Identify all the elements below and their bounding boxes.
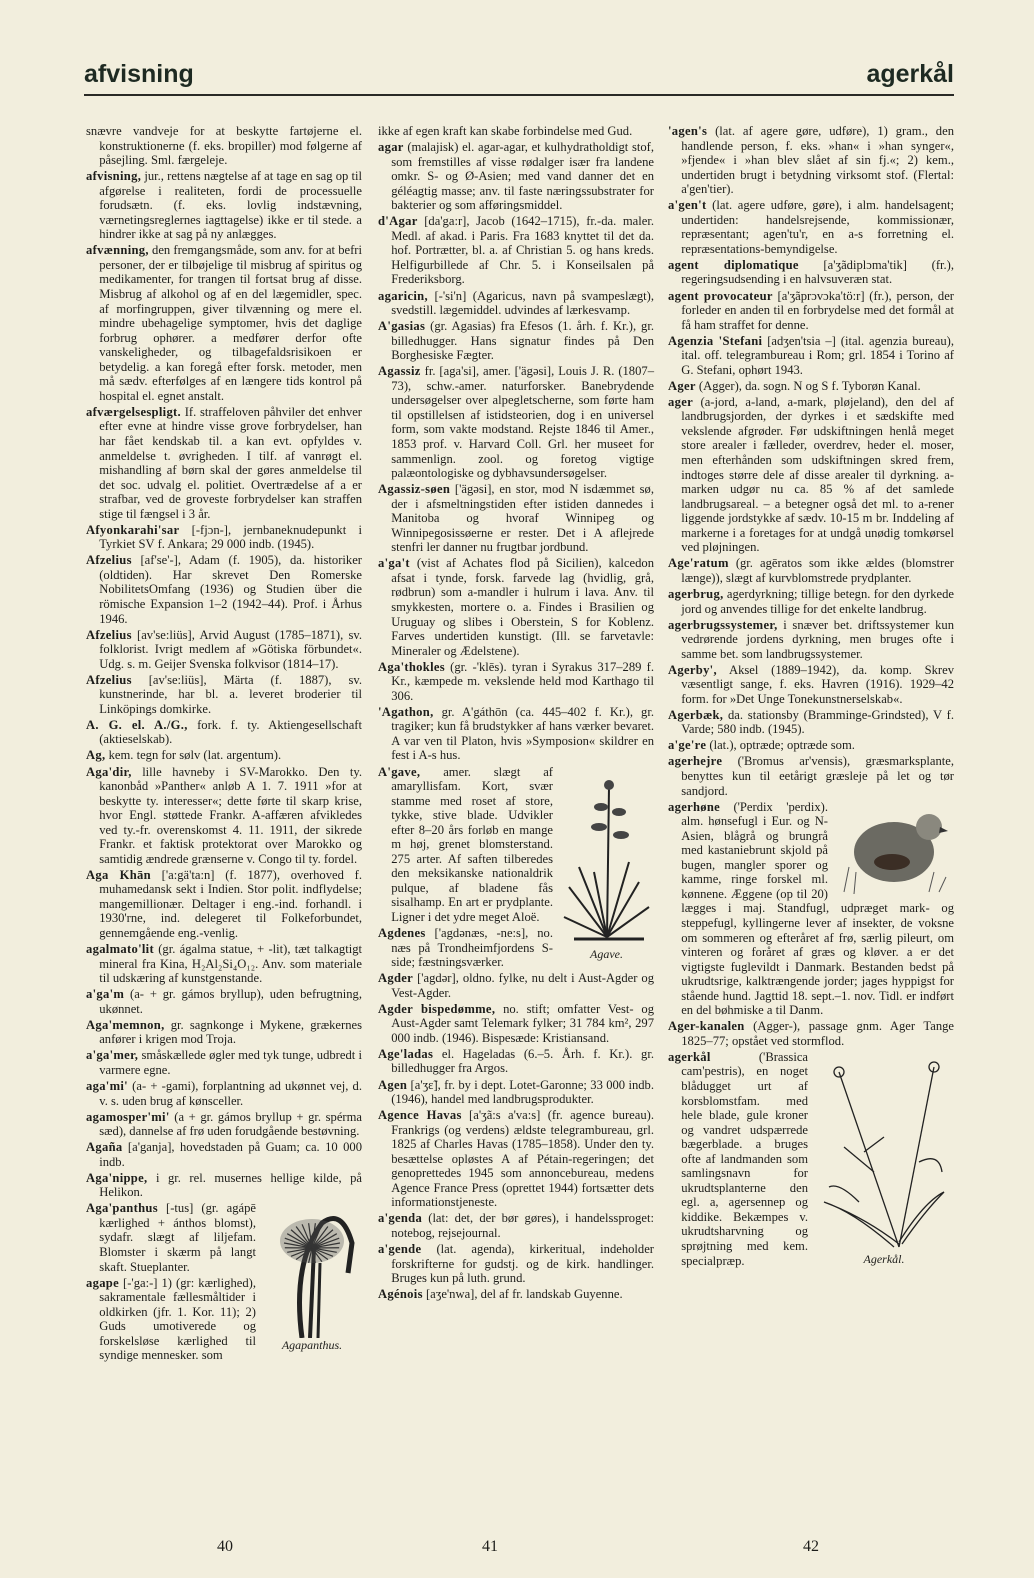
headword: Afzelius <box>86 553 132 568</box>
dictionary-entry <box>378 1287 654 1302</box>
headword: afvisning, <box>86 169 142 184</box>
definition: ['a:gä'ta:n] (f. 1877), overhoved f. muhamedansk sekt i Indien. Stor polit. indflydelse; mangemillionær. Deltager i eng.-ind. forhandl. i 1930'rne, ind. delegeret til Folkeforbundet, gennemgående eng.-venlig. <box>99 867 362 941</box>
dictionary-entry <box>378 1002 654 1046</box>
charlock-illustration <box>814 1052 954 1267</box>
definition: ['agdənæs, -ne:s], no. næs på Trondheimfjordens S-side; fæstningsværker. <box>391 926 553 970</box>
dictionary-entry <box>86 673 362 717</box>
figure-caption: Agerkål. <box>863 1251 905 1266</box>
definition: fr. [aga'si], amer. ['ägəsi], Louis J. R. (1807–73), schw.-amer. naturforsker. Banebrydende undersøgelser over alpegletscherne, som førte ham til opstillelsen af istidsteorien, dog i en universel form, som vakte modstand. Rejste 1846 til Amer., 1853 prof. v. Harvard Coll. Grl. her museet for sammenlign. zool. og foretog vigtige palæontologiske og dybhavsundersøgelser. <box>391 364 654 481</box>
headword: Agder <box>378 971 414 986</box>
definition: [a'ʒãdiplɔma'tik] (fr.), regeringsudsending i en halvsuveræn stat. <box>681 257 954 287</box>
headword: aga'mi' <box>86 1079 128 1093</box>
dictionary-entry <box>86 1048 362 1077</box>
dictionary-entry <box>378 482 654 555</box>
headword: Agaña <box>86 1140 123 1155</box>
dictionary-entry <box>86 124 362 168</box>
headword: Afzelius <box>86 672 132 687</box>
definition: (lat. agenda), kirkeritual, indeholder forskrifterne for gudstj. og de kirk. handlinger. Bruges kun på luth. grund. <box>391 1242 654 1286</box>
headword: Agen <box>378 1077 408 1092</box>
headword: Age'ratum <box>668 556 729 571</box>
headword: Agder bispedømme, <box>378 1001 496 1016</box>
definition: [a'ʒãprɔvɔka'tö:r] (fr.), person, der forleder en anden til en forbrydelse med det formål at få ham straffet for denne. <box>681 288 955 332</box>
headword: Aga'nippe, <box>86 1170 148 1185</box>
page-number: 42 <box>803 1538 819 1555</box>
dictionary-entry <box>668 1050 954 1268</box>
definition: [-tus] (gr. agápē kærlighed + ánthos blomst), sydafr. slægt af liljefam. Blomster i skærm på langt skaft. Stueplanter. <box>99 1201 256 1274</box>
dictionary-entry <box>668 556 954 585</box>
definition: (gr. -'klēs). tyran i Syrakus 317–289 f. Kr., kæmpede m. vekslende held mod Karthago til 306. <box>391 659 654 703</box>
definition: lille havneby i SV-Marokko. Den ty. kanonbåd »Panther« anløb A 1. 7. 1911 »for at beskytte ty. interesser«; dette førte til skarp krise, hvor Engl. støttede Frankr. A-affæren afvikledes ved ty.-fr. overenskomst 4. 11. 1911, der sikrede Frankr. et faktisk protektorat over Marokko og samtidig ændrede grænserne v. Congo til ty. fordel. <box>99 764 362 866</box>
headword: a'ga'mer, <box>86 1048 139 1063</box>
headword: ager <box>668 394 693 409</box>
definition: (lat. agere udføre, gøre), i alm. handelsagent; undertiden: handelsrejsende, kommissionær, repræsentant; agen'tu'r, en a-s forretning el. repræsentations-bemyndigelse. <box>681 198 954 256</box>
headword: Ager-kanalen <box>668 1019 745 1034</box>
headword: d'Agar <box>378 214 418 229</box>
headword: agerbrugssystemer, <box>668 617 778 632</box>
figure-caption: Agapanthus. <box>281 1338 343 1353</box>
definition: ['ägəsi], en stor, mod N isdæmmet sø, der i afsmeltningstiden efter istiden dannedes i Manitoba og hvoraf Winnipeg og Winnipegosissøerne er rester. Det i A aflejrede stenfri ler danner nu frugtbar jordbund. <box>391 482 654 555</box>
headword: agaricin, <box>378 288 428 303</box>
headword: a'ge're <box>668 738 707 753</box>
definition: ('Bromus ar'vensis), græsmarksplante, benyttes kun til eetårigt græsleje på let og tør sandjord. <box>681 754 954 798</box>
dictionary-entry <box>86 1110 362 1139</box>
headword: afværgelsespligt. <box>86 404 181 419</box>
dictionary-entry <box>86 987 362 1016</box>
definition: den fremgangsmåde, som anv. for at befri personer, der er tilbøjelige til misbrug af spiritus og medikamenter, for trangen til fortsat brug af disse. Misbrug af alkohol og af en del lægemidler, spec. af morfingruppen, giver tilvænning og mere el. mindre ubehagelige symptomer, hvis det daglige forbrug ophører. a medfører derfor ofte vanskeligheder, og tilbagefaldsrisikoen er betydelig. a kan foregå efter forsk. metoder, men må sædv. efterfølges af en længere tids kontrol på hospital el. egnet anstalt. <box>99 243 362 403</box>
headword: Agence Havas <box>378 1108 462 1123</box>
headword: agerbrug, <box>668 586 724 601</box>
dictionary-entry <box>86 553 362 626</box>
definition: jur., rettens nægtelse af at tage en sag op til afgørelse i realiteten, fordi de processuelle forudsætn. (f. eks. lovlig indstævning, værnetingsreglernes iagttagelse) ikke er til stede. a hindrer ikke at sag på ny anlægges. <box>99 169 362 242</box>
definition: (malajisk) el. agar-agar, et kulhydratholdigt stof, som fremstilles af visse rødalger især fra landene omkr. S- og Ø-Asien; med vand danner det en géléagtig masse; anv. til faste næringssubstrater for bakterier og som afføringsmiddel. <box>391 140 654 213</box>
header-rule <box>84 94 954 96</box>
column-page-41 <box>378 124 654 1303</box>
dictionary-entry <box>378 1242 654 1286</box>
headword: 'Agathon, <box>378 704 434 719</box>
dictionary-entry <box>668 800 954 1018</box>
dictionary-entry <box>668 663 954 707</box>
dictionary-entry <box>378 660 654 704</box>
definition: (gr. ágalma statue, + -lit), tæt talkagtigt mineral fra Kina, H₂Al₂Si₄O₁₂. Anv. som materiale til udskæring af kunstgenstande. <box>99 942 362 986</box>
headword: Afyonkarahi'sar <box>86 522 180 537</box>
headword: a'genda <box>378 1211 423 1226</box>
dictionary-entry <box>668 198 954 256</box>
headword: a'ga't <box>378 556 410 571</box>
headword: Agénois <box>378 1287 423 1302</box>
definition: i snæver bet. driftssystemer kun vedrørende jordens dyrkning, men bruges ofte i samme bet. som landbrugssystemer. <box>681 617 954 661</box>
definition: ikke af egen kraft kan skabe forbindelse med Gud. <box>378 124 633 138</box>
dictionary-entry <box>378 1078 654 1107</box>
definition: (a- + gr. gámos bryllup), uden befrugtning, ukønnet. <box>99 987 362 1016</box>
headword: A'gasias <box>378 319 426 334</box>
dictionary-entry <box>378 556 654 658</box>
definition: (lat.), optræde; optræde som. <box>706 738 855 753</box>
definition: (a- + -gami), forplantning ad ukønnet vej, d. v. s. uden brug af kønsceller. <box>99 1079 362 1108</box>
headword: Aga'thokles <box>378 659 445 674</box>
definition: [-'ga:-] 1) (gr: kærlighed), sakramentale fællesmåltider i oldkirken (jfr. 1. Kor. 11); 2) Guds umotiverede og forskelsløse kærlighed til syndige mennesker. som <box>99 1275 256 1363</box>
definition: el. Hageladas (6.–5. Årh. f. Kr.). gr. billedhugger fra Argos. <box>391 1046 654 1076</box>
definition: ['agdər], oldno. fylke, nu delt i Aust-Agder og Vest-Agder. <box>391 971 654 1000</box>
agapanthus-illustration <box>262 1203 362 1353</box>
dictionary-entry <box>86 1171 362 1200</box>
headword: agerhejre <box>668 754 723 769</box>
definition: [adʒen'tsia –] (ital. agenzia bureau), ital. off. telegrambureau i Rom; grl. 1854 i Torino af G. Stefani, ophørt 1943. <box>681 333 954 377</box>
headword: agalmato'lit <box>86 942 154 957</box>
dictionary-entry <box>378 1108 654 1210</box>
definition: [aʒe'nwa], del af fr. landskab Guyenne. <box>422 1287 623 1302</box>
definition: [a'ʒã:s a'va:s] (fr. agence bureau). Frankrigs (og verdens) ældste telegrambureau, grl. 1825 af Charles Havas (1785–1858). Under den ty. besættelse opløstes A af Pétain-regeringen; det genoprettedes 1945 som annoncebureau, medens Agence France Press (oprettet 1944) fortsætter dets informationstjeneste. <box>391 1108 654 1210</box>
definition: (gr. agēratos som ikke ældes (blomstrer længe)), slægt af kurvblomstrede prydplanter. <box>681 556 954 585</box>
definition: (lat. af agere gøre, udføre), 1) gram., den handlende person, f. eks. »han« i »han synger«, »fjende« i »han blev slået af sin fj.«; 2) kem., undertiden brugt i betydning virksomt stof. (Flertal: a'gen'tier). <box>681 124 954 197</box>
definition: (Agger-), passage gnm. Ager Tange 1825–77; opstået ved stormflod. <box>681 1019 954 1048</box>
dictionary-entry <box>378 140 654 213</box>
dictionary-entry <box>668 754 954 798</box>
headword: a'gende <box>378 1242 422 1257</box>
column-page-40 <box>86 124 362 1364</box>
definition: [-'si'n] (Agaricus, navn på svampeslægt), svedstill. lægemiddel. udvindes af lærkesvamp. <box>391 288 654 318</box>
running-head-left: afvisning <box>84 60 194 88</box>
dictionary-entry <box>378 289 654 318</box>
definition: agerdyrkning; tillige betegn. for den dyrkede jord og anvendes tillige for det enkelte landbrug. <box>681 586 954 616</box>
dictionary-entry <box>378 319 654 363</box>
dictionary-entry <box>668 395 954 555</box>
definition: Aksel (1889–1942), da. komp. Skrev væsentligt sange, f. eks. Havren (1916). 1929–42 form. for »Det Unge Tonekunstnerselskab«. <box>681 662 954 706</box>
dictionary-entry <box>86 1018 362 1047</box>
dictionary-entry <box>668 738 954 753</box>
dictionary-entry <box>86 942 362 986</box>
partridge-illustration <box>834 802 954 897</box>
definition: (vist af Achates flod på Sicilien), kalcedon afsat i tynde, forsk. farvede lag (hvidlig, grå, rødbrun) som a-mandler i hulrum i lava. Anv. til smykkesten, mortere o. a. Findes i Brasilien og Uruguay og slibes i Oberstein, S for Koblenz. Farves undertiden kunstigt. (Ill. se farvetavle: Mineraler og Ædelstene). <box>391 556 654 658</box>
definition: [af'se'-], Adam (f. 1905), da. historiker (oldtiden). Har skrevet Den Romerske NobilitetsOmfang (1936) og Studien über die römische Expansion 1–2 (1942–44). Prof. i Århus 1946. <box>99 553 362 626</box>
headword: agent diplomatique <box>668 257 799 272</box>
definition: [-fjɔn-], jernbaneknudepunkt i Tyrkiet SV f. Ankara; 29 000 indb. (1945). <box>99 522 362 552</box>
dictionary-entry <box>668 124 954 197</box>
dictionary-entry <box>378 124 654 139</box>
headword: Aga'panthus <box>86 1201 158 1216</box>
dictionary-entry <box>668 587 954 616</box>
page-number: 41 <box>482 1538 498 1555</box>
definition: [av'se:liüs], Märta (f. 1887), sv. kunstnerinde, har bl. a. leveret broderier til Linköpings domkirke. <box>99 672 362 716</box>
definition: [a'ganja], hovedstaden på Guam; ca. 10 000 indb. <box>99 1140 362 1169</box>
figure-caption: Agave. <box>590 946 623 961</box>
dictionary-entry <box>378 971 654 1000</box>
headword: a'ga'm <box>86 987 125 1002</box>
headword: Agenzia 'Stefani <box>668 333 763 348</box>
headword: 'agen's <box>668 124 708 138</box>
dictionary-entry <box>668 289 954 333</box>
dictionary-entry <box>86 523 362 552</box>
headword: Ager <box>668 378 696 393</box>
definition: gr. sagnkonge i Mykene, grækernes anfører i krigen mod Troja. <box>99 1017 362 1047</box>
headword: agar <box>378 140 404 155</box>
headword: a'gen't <box>668 198 707 213</box>
dictionary-entry <box>86 765 362 867</box>
dictionary-entry <box>668 334 954 378</box>
definition: snævre vandveje for at beskytte fartøjerne el. konstruktionerne (f. eks. bropiller) mod følgerne af påsejling. Sml. færgeleje. <box>86 124 362 168</box>
dictionary-entry <box>86 748 362 763</box>
definition: fork. f. ty. Aktiengesellschaft (aktieselskab). <box>99 717 362 747</box>
dictionary-entry <box>86 868 362 941</box>
running-head-right: agerkål <box>866 60 954 88</box>
headword: agape <box>86 1275 119 1290</box>
definition: (a-jord, a-land, a-mark, pløjeland), den del af landbrugsjorden, der dyrkes i et sædskifte med vekslende afgrøder. Før udskiftningen henlå meget store arealer i fælleder, overdrev, heder el. moser, men efterhånden som udskiftningen skred frem, indtoges større dele af disse arealer til dyrkning. a-marken udgør nu ca. 85 % af det samlede landbrugsareal. – a betegner også det ml. to a-rener liggende jordstykke af sædv. 10-15 m br. Inddeling af markerne i a foretages for at undgå unødig tomkørsel ved pløjningen. <box>681 394 954 555</box>
dictionary-entry <box>86 243 362 403</box>
definition: (Agger), da. sogn. N og S f. Tyborøn Kanal. <box>695 378 921 393</box>
definition: no. stift; omfatter Vest- og Aust-Agder samt Telemark fylker; 31 784 km², 297 000 indb. (1946). Bispesæde: Kristiansand. <box>391 1001 654 1045</box>
headword: Agerby', <box>668 662 717 677</box>
dictionary-entry <box>668 618 954 662</box>
headword: Aga Khān <box>86 867 151 882</box>
definition: (a + gr. gámos bryllup + gr. spérma sæd), dannelse af frø uden forudgående bestøvning. <box>99 1109 362 1139</box>
headword: Aga'dir, <box>86 764 132 779</box>
headword: A. G. el. A./G., <box>86 717 188 732</box>
headword: Agassiz-søen <box>378 482 451 497</box>
page-number: 40 <box>217 1538 233 1555</box>
definition: i gr. rel. musernes hellige kilde, på Helikon. <box>99 1170 362 1200</box>
column-page-42 <box>668 124 954 1270</box>
headword: Aga'memnon, <box>86 1017 165 1032</box>
dictionary-entry <box>86 628 362 672</box>
dictionary-entry <box>668 1019 954 1048</box>
definition: [a'ʒɛ̃], fr. by i dept. Lotet-Garonne; 33 000 indb. (1946), handel med landbrugsprodukter. <box>391 1077 654 1107</box>
definition: kem. tegn for sølv (lat. argentum). <box>105 748 282 763</box>
headword: afvænning, <box>86 243 149 258</box>
definition: da. stationsby (Bramminge-Grindsted), V f. Varde; 580 indb. (1945). <box>681 707 954 737</box>
headword: agerkål <box>668 1049 711 1064</box>
definition: ('Perdix 'perdix). alm. hønsefugl i Eur. og N-Asien, blågrå og brungrå med kastaniebrunt skjold på bugen, mangler sporer og kamme, ringe forskel ml. kønnene. Æggene (op til 20) lægges i maj. Standfugl, udpræget mark- og steppefugl, kyllingerne lever af insekter, de voksne om sommeren og efteråret af frø, særlig pileurt, om vinteren og foråret af græs og kløver. a er det vigtigste fuglevildt i Danmark. Bestanden bedst på ukrudtsrige, kalktrængende jorder; jages hyppigst for stående hund. Jagttid 18. sept.–1. nov. Tidl. er indført en del bøhmiske a til Danm. <box>681 799 954 1018</box>
headword: Agdenes <box>378 926 426 941</box>
dictionary-entry <box>378 705 654 763</box>
definition: [av'se:liüs], Arvid August (1785–1871), sv. folklorist. Ivrigt medlem af »Götiska förbundet«. Udg. s. m. Geijer Svenska folkvisor (1814–17). <box>99 627 362 671</box>
headword: Ag, <box>86 748 106 763</box>
headword: Agerbæk, <box>668 707 724 722</box>
agave-illustration <box>559 767 654 962</box>
headword: agerhøne <box>668 799 721 814</box>
definition: If. straffeloven påhviler det enhver efter evne at hindre visse grove forbrydelser, han har fået kendskab til. a kan evt. opfyldes v. anmeldelse t. øvrigheden. I tilf. af vanrøgt el. mishandling af børn skal der gøres anmeldelse til det soc. udvalg el. politiet. Overtrædelse af a er strafbar, ved de groveste forbrydelser kan straffen stige til fængsel i 3 år. <box>99 404 362 521</box>
definition: ('Brassica cam'pestris), en noget blådugget urt af korsblomstfam. med hele blade, gule kroner og vandret udspærrede bægerblade. a bruges ofte af landmanden som samlingsnavn for ukrudtsplanterne den egl. a, agersennep og kiddike. Bekæmpes v. ukrudtsharvning og sprøjtning med kem. specialpræp. <box>681 1049 808 1268</box>
dictionary-entry <box>668 379 954 394</box>
dictionary-entry <box>378 364 654 480</box>
dictionary-entry <box>378 214 654 287</box>
headword: Agassiz <box>378 364 421 379</box>
dictionary-entry <box>668 708 954 737</box>
definition: gr. A'gáthōn (ca. 445–402 f. Kr.), gr. tragiker; kun få brudstykker af hans værker bevaret. A var ven til Platon, hvis »Symposion« skildrer en fest i A-s hus. <box>391 704 654 763</box>
definition: (lat: det, der bør gøres), i handelssproget: notebog, rejsejournal. <box>391 1211 654 1240</box>
dictionary-entry <box>86 1079 362 1108</box>
dictionary-entry <box>378 1211 654 1240</box>
headword: Afzelius <box>86 627 132 642</box>
headword: Age'ladas <box>378 1046 434 1061</box>
definition: amer. slægt af amaryllisfam. Kort, svær stamme med roset af store, tykke, stive blade. Udvikler efter 8–20 års forløb en mange m høj, grenet blomsterstand. 275 arter. Af saften tilberedes den meksikanske nationaldrik pulque, af bladene fås sisalhamp. En art er prydplante. Ligner i det ydre meget Aloë. <box>391 764 553 924</box>
dictionary-entry <box>86 718 362 747</box>
definition: småskællede øgler med tyk tunge, udbredt i varmere egne. <box>99 1048 362 1077</box>
dictionary-entry <box>86 405 362 521</box>
dictionary-entry <box>668 258 954 287</box>
headword: agamosper'mi' <box>86 1109 170 1124</box>
definition: (gr. Agasias) fra Efesos (1. årh. f. Kr.), gr. billedhugger. Hans signatur findes på Den Borghesiske Fægter. <box>391 319 654 363</box>
dictionary-entry <box>378 1047 654 1076</box>
dictionary-entry <box>86 1140 362 1169</box>
headword: agent provocateur <box>668 288 773 303</box>
headword: A'gave, <box>378 764 421 779</box>
dictionary-entry <box>86 169 362 242</box>
definition: [da'ga:r], Jacob (1642–1715), fr.-da. maler. Medl. af akad. i Paris. Fra 1683 knyttet til det da. hof. Portrætter, bl. a. af Christian 5. og hans kreds. Helfigurbillede af Chr. 5. i Konseilsalen på Frederiksborg. <box>391 214 654 287</box>
